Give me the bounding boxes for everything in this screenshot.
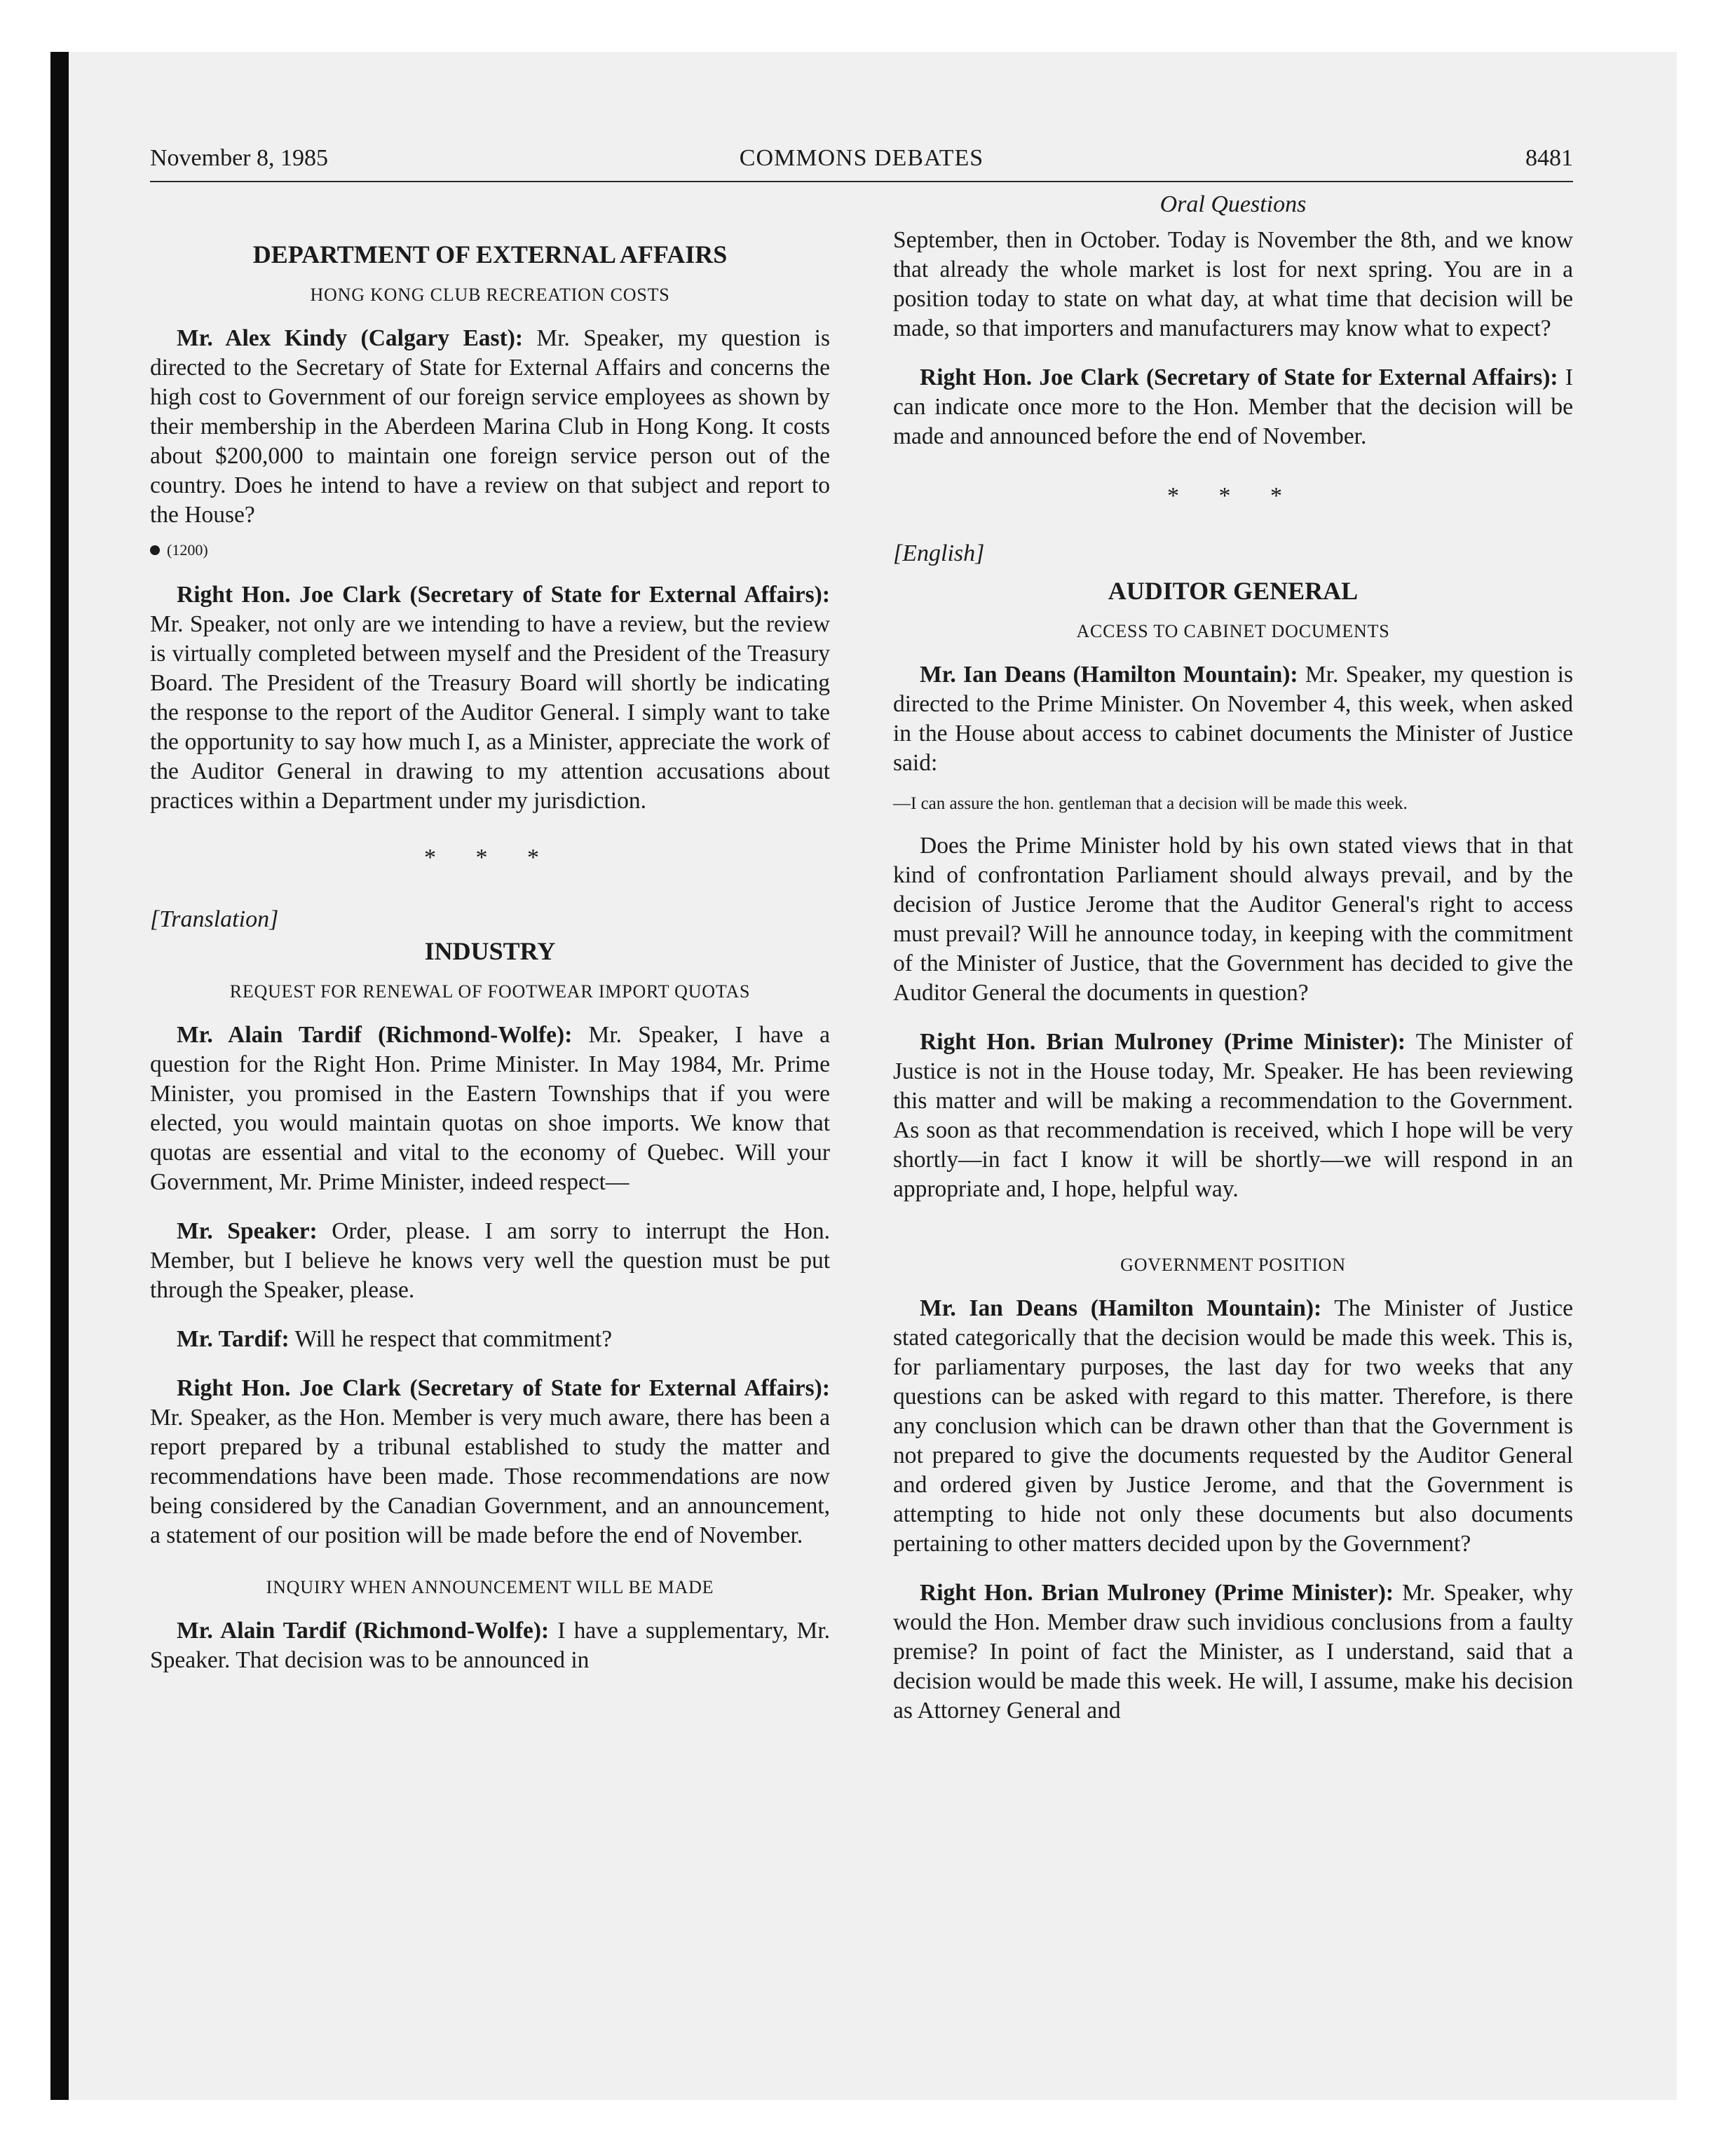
scan-left-edge [50,52,69,2100]
speech-continuation: September, then in October. Today is November the 8th, and we know that already the whole market is lost for next spring. You are in a position today to state on what day, at what time that decision will be made, so that importers and manufacturers may know what to expect? [893,227,1573,341]
speech-kindy [150,324,830,530]
speaker-name: Right Hon. Joe Clark (Secretary of State for External Affairs): [920,364,1558,390]
speech-text: Mr. Speaker, my question is directed to the Prime Minister. On November 4, this week, when asked in the House about access to cabinet documents the Minister of Justice said: [893,662,1573,776]
speaker-name: Right Hon. Joe Clark (Secretary of State for External Affairs): [177,1375,830,1401]
speech-deans-1-cont: Does the Prime Minister hold by his own stated views that in that kind of confrontation Parliament should always prevail, and by the decision of Justice Jerome that the Auditor General's right to access must prevail? Will he announce today, in keeping with the commitment of the Minister of Justice, that the Government has decided to give the Auditor General the documents in question? [893,833,1573,1006]
bullet-icon [150,545,160,555]
subheading-inquiry: INQUIRY WHEN ANNOUNCEMENT WILL BE MADE [266,1577,714,1597]
header-date: November 8, 1985 [150,145,329,171]
speaker-name: Mr. Ian Deans (Hamilton Mountain): [920,1295,1322,1321]
speaker-name: Right Hon. Joe Clark (Secretary of State for External Affairs): [177,582,830,608]
language-note: [Translation] [150,906,279,932]
section-separator: * * * [1167,483,1299,509]
time-stamp: (1200) [167,541,208,559]
speech-deans-2 [893,1294,1573,1559]
speech-text: The Minister of Justice is not in the House today, Mr. Speaker. He has been reviewing this matter and will be making a recommendation to the Government. As soon as that recommendation is received, which I hope will be very shortly—in fact I know it will be shortly—we will respond in an appropriate and, I hope, helpful way. [893,1029,1574,1202]
subheading-footwear-quotas: REQUEST FOR RENEWAL OF FOOTWEAR IMPORT QUOTAS [229,981,751,1002]
running-head [150,140,1573,182]
speech-clark-3 [893,363,1573,451]
speech-speaker [150,1217,830,1305]
speaker-name: Mr. Alex Kindy (Calgary East): [177,325,524,351]
section-separator: * * * [424,845,556,871]
speech-text: I have a supplementary, Mr. Speaker. That decision was to be announced in [150,1618,831,1673]
speaker-name: Mr. Speaker: [177,1218,318,1244]
page-rubric: Oral Questions [1159,191,1307,217]
speaker-name: Mr. Alain Tardif (Richmond-Wolfe): [177,1022,573,1048]
section-heading-auditor-general: AUDITOR GENERAL [1108,577,1359,605]
speaker-name: Mr. Ian Deans (Hamilton Mountain): [920,662,1298,688]
speech-mulroney-1 [893,1028,1573,1204]
speech-clark-1 [150,580,830,816]
right-column [893,189,1573,1726]
subheading-cabinet-documents: ACCESS TO CABINET DOCUMENTS [1076,621,1390,641]
subheading-hong-kong-club: HONG KONG CLUB RECREATION COSTS [310,285,670,305]
left-column [150,238,830,1675]
speech-text: Mr. Speaker, as the Hon. Member is very much aware, there has been a report prepared by a tribunal established to study the matter and recommendations have been made. Those recommendations are now being considered by the Canadian Government, and an announcement, a statement of our position will be made before the end of November. [150,1405,830,1548]
speech-text: Mr. Speaker, my question is directed to the Secretary of State for External Affairs and concerns the high cost to Government of our foreign service employees as shown by their membership in the Aberdeen Marina Club in Hong Kong. It costs about $200,000 to maintain one foreign service person out of the country. Does he intend to have a review on that subject and report to the House? [150,325,830,528]
speech-text: Mr. Speaker, why would the Hon. Member draw such invidious conclusions from a faulty premise? In point of fact the Minister, as I understand, said that a decision would be made this week. He will, I assume, make his decision as Attorney General and [893,1580,1574,1724]
speaker-name: Right Hon. Brian Mulroney (Prime Minister): [920,1580,1394,1606]
speech-tardif-1 [150,1021,830,1197]
header-page-number: 8481 [1525,145,1573,171]
speech-deans-1 [893,660,1573,778]
speech-text: I can indicate once more to the Hon. Member that the decision will be made and announced before the end of November. [893,364,1573,449]
speech-clark-2 [150,1374,830,1550]
section-heading-industry: INDUSTRY [424,937,556,965]
speech-tardif-2 [150,1325,830,1354]
speech-mulroney-2 [893,1578,1573,1726]
subheading-government-position: GOVERNMENT POSITION [1120,1255,1346,1275]
speaker-name: Mr. Tardif: [177,1326,290,1352]
speech-text: Will he respect that commitment? [289,1326,613,1352]
quoted-statement: —I can assure the hon. gentleman that a decision will be made this week. [893,794,1408,813]
section-heading-external-affairs: DEPARTMENT OF EXTERNAL AFFAIRS [252,240,728,268]
speech-text: The Minister of Justice stated categorically that the decision would be made this week. This is, for parliamentary purposes, the last day for two weeks that any questions can be asked with regard to this matter. Therefore, is there any conclusion which can be drawn other than that the Government is not prepared to give the documents requested by the Auditor General and ordered given by Justice Jerome, and that the Government is attempting to hide not only these documents but also documents pertaining to other matters decided upon by the Government? [893,1295,1573,1557]
hansard-page [150,140,1574,1724]
header-title: COMMONS DEBATES [739,145,984,171]
speech-tardif-3 [150,1616,830,1675]
speech-text: Mr. Speaker, I have a question for the Right Hon. Prime Minister. In May 1984, Mr. Prime Minister, you promised in the Eastern Townships that if you were elected, you would maintain quotas on shoe imports. We know that quotas are essential and vital to the economy of Quebec. Will your Government, Mr. Prime Minister, indeed respect— [150,1022,830,1195]
speaker-name: Mr. Alain Tardif (Richmond-Wolfe): [177,1618,550,1644]
language-note: [English] [893,540,985,566]
speech-text: Order, please. I am sorry to interrupt the Hon. Member, but I believe he knows very well the question must be put through the Speaker, please. [150,1218,830,1303]
speaker-name: Right Hon. Brian Mulroney (Prime Minister): [920,1029,1406,1055]
time-marker [150,540,830,561]
speech-text: Mr. Speaker, not only are we intending to have a review, but the review is virtually completed between myself and the President of the Treasury Board. The President of the Treasury Board will shortly be indicating the response to the report of the Auditor General. I simply want to take the opportunity to say how much I, as a Minister, appreciate the work of the Auditor General in drawing to my attention accusations about practices within a Department under my jurisdiction. [150,611,830,814]
